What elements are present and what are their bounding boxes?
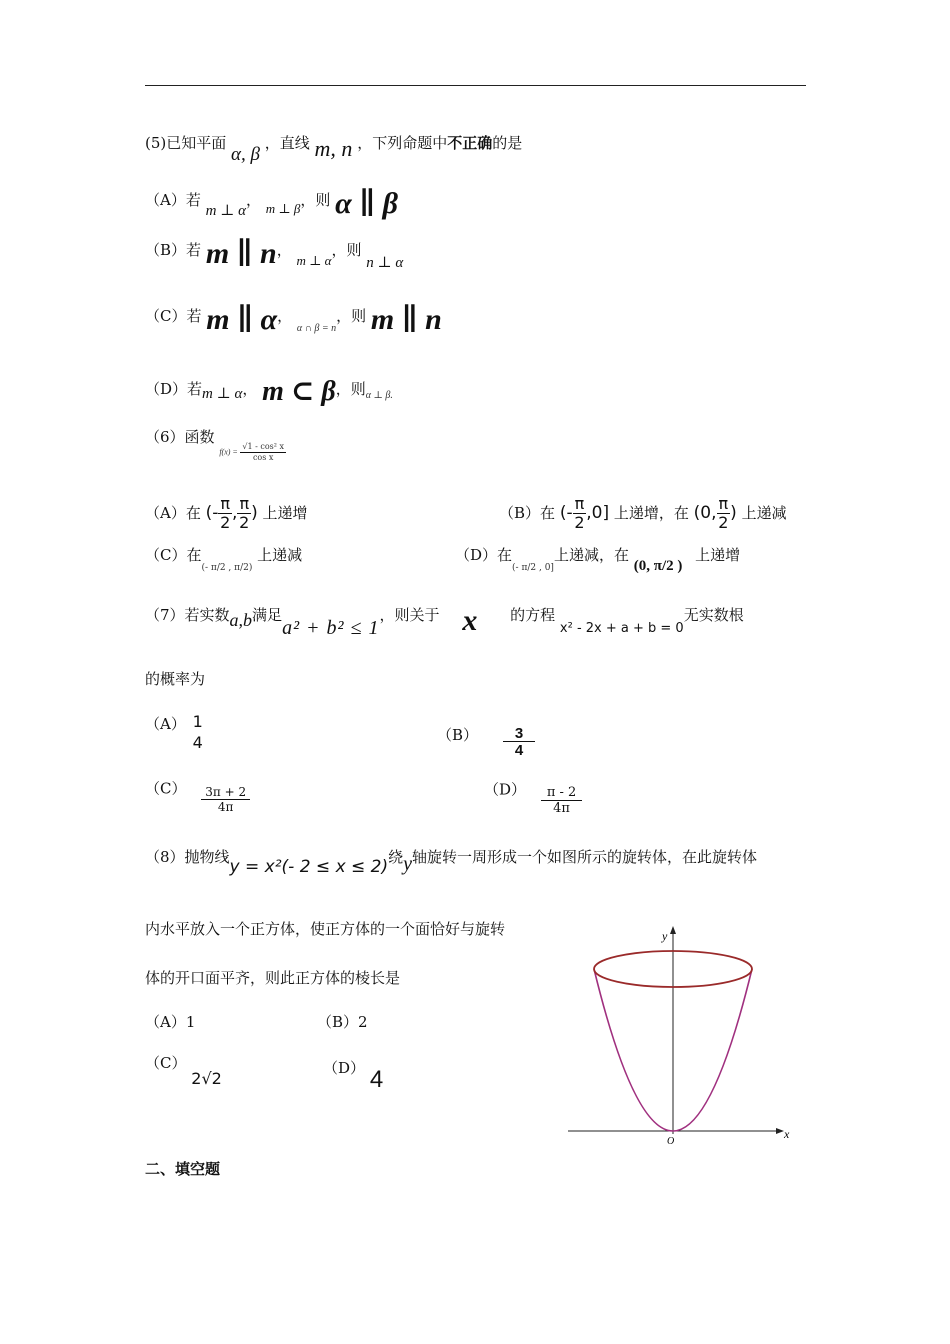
paraboloid-figure [560,920,800,1150]
q6-function [219,443,286,462]
den: 4π [217,800,234,814]
q7-stem-text: （7）若实数 [145,606,230,624]
q7-stem-line2: 的概率为 [145,670,206,688]
q5-lines: m, n [314,136,353,161]
condition: m ⊥ α [202,386,243,402]
pi-over-2 [717,496,731,531]
option-value: 4 [369,1066,384,1093]
num: 3π + 2 [201,786,250,800]
option-label: （D）在 [455,546,513,564]
sep: ， [277,307,293,325]
pi-over-2 [573,496,587,531]
sep: ， [245,191,261,209]
q5-option-a [145,178,398,220]
x-axis-arrow [776,1128,784,1134]
q7-stem [145,594,744,639]
q5-stem-text-4: 的是 [492,134,523,152]
x-var: x [462,604,478,637]
y-axis-arrow [670,926,676,934]
condition: m ⊂ β [262,376,336,407]
fraction [191,714,205,751]
den: 2 [574,513,585,532]
option-label: （A） [145,714,186,733]
q5-stem-text: (5)已知平面 [145,134,227,152]
option-value: 2√2 [191,1069,222,1088]
header-rule [145,85,806,86]
option-label: （D）若 [145,380,203,398]
option-label: （B） [437,726,479,744]
y-axis-label: y [662,929,668,943]
condition: a² + b² ≤ 1 [282,617,380,639]
q8-stem [145,845,758,877]
option-text: 上递减 [741,504,787,522]
condition: m ⊥ α [205,203,246,219]
sep: ， [242,380,258,398]
option-label: （D） [323,1059,366,1077]
q6-stem-text: （6）函数 [145,428,215,446]
num: π - 2 [541,786,582,801]
num: 3 [503,726,535,742]
q7-stem-text-3: ，则关于 [379,606,440,624]
q5-stem-text-2: ，直线 [264,134,310,152]
func-frac [240,443,286,462]
fraction [201,786,250,813]
equation: y = x²(- 2 ≤ x ≤ 2) [229,857,389,877]
q7-stem-text-4: 的方程 [510,606,556,624]
fraction [541,786,582,815]
interval: (- π/2 , π/2) [201,563,253,573]
conclusion: α ∥ β [335,187,398,220]
option-label: （C）在 [145,546,202,564]
option-text: 上递减，在 [553,546,629,564]
conclusion: α ⊥ β. [365,390,393,401]
pi-over-2 [237,496,251,531]
option-text: 上递增，在 [613,504,689,522]
den: 4π [553,801,570,816]
q5-stem [145,128,523,165]
option-text: 上递减 [257,546,303,564]
conclusion: m ∥ n [370,303,442,336]
condition: m ⊥ α [296,253,332,268]
q5-option-b [145,228,404,271]
func-lhs: f(x) = [219,447,238,456]
paren: (- [559,503,573,523]
option-label: （A）若 [145,191,201,209]
func-den: cos x [252,452,274,462]
condition: m ⊥ β [265,201,301,216]
option-label: （B）在 [499,504,556,522]
condition: α ∩ β = n [296,323,337,334]
option-label: （C） [145,1054,187,1072]
q8-option-a: （A）1 [145,1013,196,1031]
q8-option-d [323,1052,384,1093]
comma: , [232,503,238,523]
sep: ，则 [300,191,331,209]
condition: m ∥ α [206,303,278,336]
num: π [239,494,250,513]
q5-stem-text-3: ，下列命题中 [357,134,448,152]
q8-option-c [145,1052,222,1088]
den: 2 [718,513,729,532]
q5-option-c [145,294,442,336]
q6-option-b [499,496,787,531]
sep: ，则 [335,380,366,398]
x-axis-label: x [784,1127,790,1141]
interval: (- π/2 , 0] [512,563,554,573]
q6-stem [145,426,286,462]
q5-option-d [145,368,393,407]
q8-stem-line3: 体的开口面平齐，则此正方体的棱长是 [145,969,401,987]
sep: ，则 [331,241,362,259]
q8-stem-text-3: 轴旋转一周形成一个如图所示的旋转体，在此旋转体 [412,848,758,866]
paren: ,0] [586,503,610,523]
sep: ， [276,241,292,259]
sep: ，则 [336,307,367,325]
option-label: （A）在 [145,504,201,522]
vars: a,b [229,610,253,630]
q7-option-a [145,714,205,751]
condition: m ∥ n [205,237,277,270]
q8-stem-line2: 内水平放入一个正方体，使正方体的一个面恰好与旋转 [145,920,506,938]
func-num: √1 - cos² x [242,441,285,451]
num: 1 [192,712,203,731]
den: 4 [192,733,203,752]
q7-option-b [437,720,535,759]
q8-stem-text: （8）抛物线 [145,848,230,866]
num: π [718,494,729,513]
num: π [220,494,231,513]
den: 2 [220,513,231,532]
q6-option-a [145,496,308,531]
paren: ) [730,503,737,523]
q5-planes: α, β [231,144,260,165]
section-title: 二、填空题 [145,1160,221,1178]
q7-stem-text-5: 无实数根 [683,606,744,624]
den: 4 [514,742,524,759]
fraction [503,726,535,758]
option-text: 上递增 [262,504,308,522]
origin-label: O [667,1136,675,1147]
option-label: （B）若 [145,241,202,259]
axis-var: y [403,853,413,875]
paren: (0, [693,503,717,523]
den: 2 [239,513,250,532]
option-label: （D） [484,780,527,799]
q7-stem-text-2: 满足 [252,606,283,624]
equation: x² - 2x + a + b = 0 [559,621,684,636]
option-label: （C）若 [145,307,202,325]
q8-option-b: （B）2 [317,1013,368,1031]
q8-stem-text-2: 绕 [388,848,404,866]
paren: (- [205,503,219,523]
pi-over-2 [218,496,232,531]
num: π [574,494,585,513]
interval: (0, π/2 ) [633,558,683,574]
paren: ) [251,503,258,523]
option-text: 上递增 [695,546,741,564]
q5-emphasis: 不正确 [447,134,493,152]
option-label: （C） [145,779,187,798]
conclusion: n ⊥ α [366,255,404,271]
